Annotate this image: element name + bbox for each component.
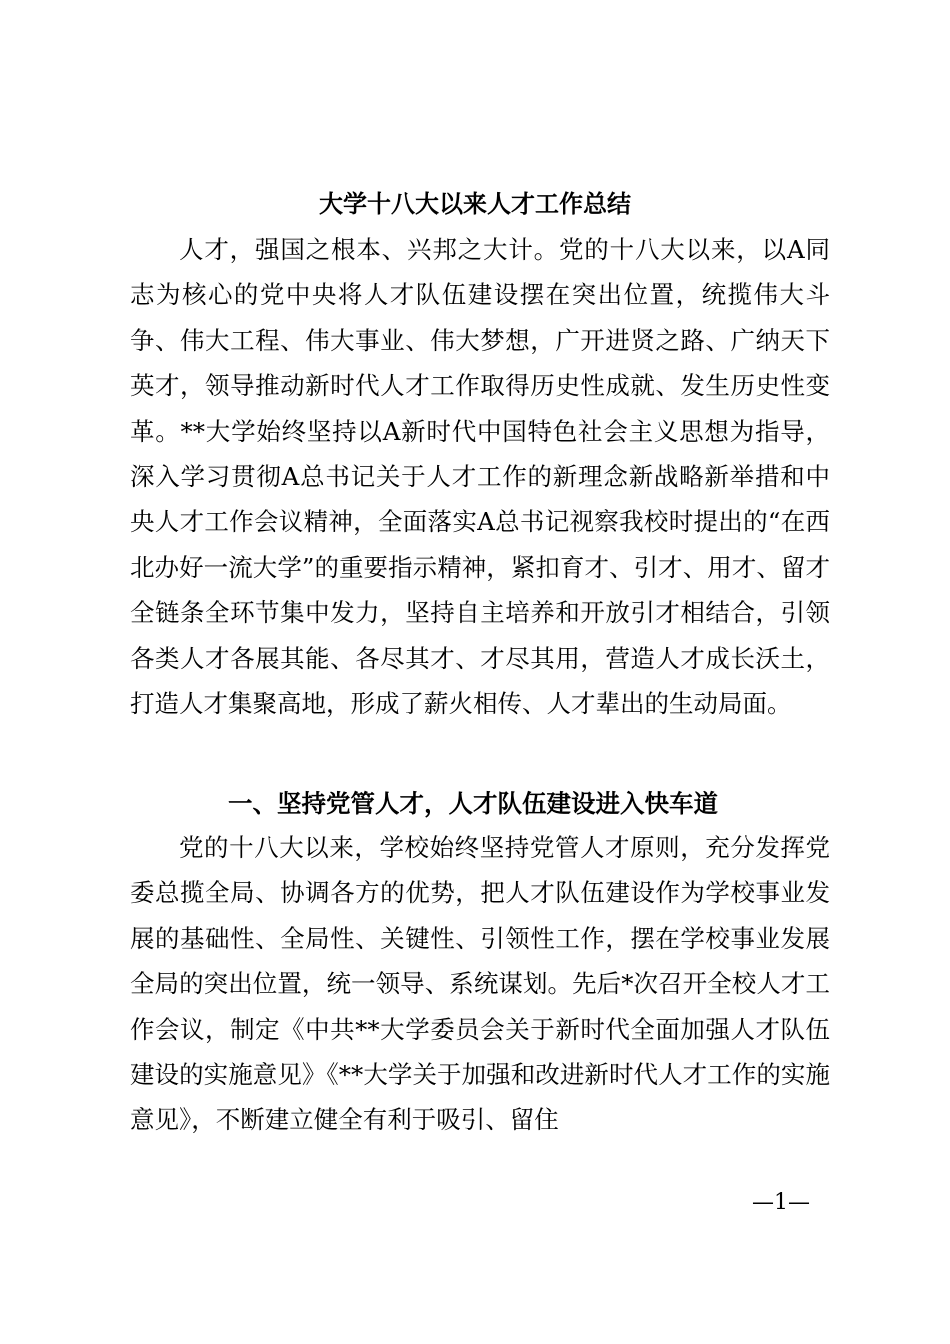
section-paragraph: 党的十八大以来，学校始终坚持党管人才原则，充分发挥党委总揽全局、协调各方的优势，把人才队伍建设作为学校事业发展的基础性、全局性、关键性、引领性工作，摆在学校事业发展全局的突出位置，统一领导、系统谋划。先后*次召开全校人才工作会议，制定《中共**大学委员会关于新时代全面加强人才队伍建设的实施意见》《**大学关于加强和改进新时代人才工作的实施意见》，不断建立健全有利于吸引、留住 <box>130 833 830 1135</box>
document-title: 大学十八大以来人才工作总结 <box>319 189 631 218</box>
page-number: —1— <box>752 1190 810 1215</box>
section-heading: 一、坚持党管人才，人才队伍建设进入快车道 <box>228 789 718 818</box>
intro-paragraph: 人才，强国之根本、兴邦之大计。党的十八大以来，以A同志为核心的党中央将人才队伍建设摆在突出位置，统揽伟大斗争、伟大工程、伟大事业、伟大梦想，广开进贤之路、广纳天下英才，领导推动新时代人才工作取得历史性成就、发生历史性变革。**大学始终坚持以A新时代中国特色社会主义思想为指导，深入学习贯彻A总书记关于人才工作的新理念新战略新举措和中央人才工作会议精神，全面落实A总书记视察我校时提出的“在西北办好一流大学”的重要指示精神，紧扣育才、引才、用才、留才全链条全环节集中发力，坚持自主培养和开放引才相结合，引领各类人才各展其能、各尽其才、才尽其用，营造人才成长沃土，打造人才集聚高地，形成了薪火相传、人才辈出的生动局面。 <box>130 235 830 719</box>
